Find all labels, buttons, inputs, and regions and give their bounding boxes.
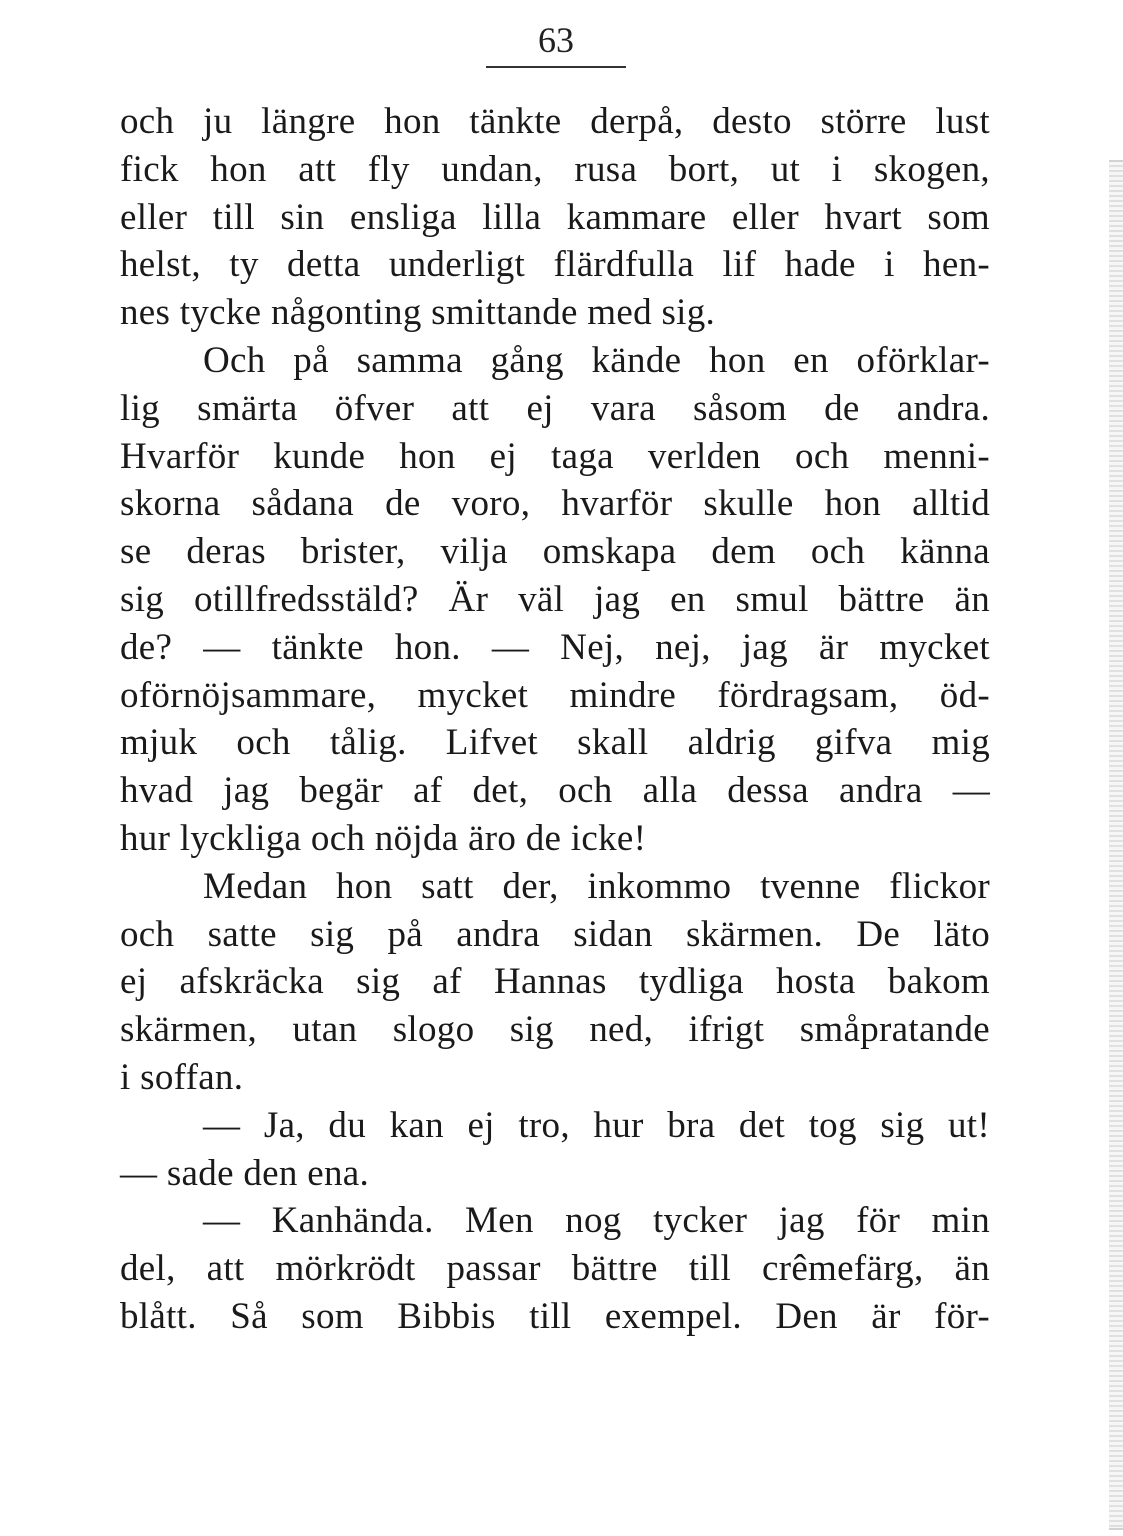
text-line: sig otillfredsstäld? Är väl jag en smul bättre än <box>120 578 990 620</box>
text-line: eller till sin ensliga lilla kammare eller hvart som <box>120 196 990 238</box>
page-edge-shading <box>1109 160 1123 1530</box>
text-line: de? — tänkte hon. — Nej, nej, jag är mycket <box>120 626 990 668</box>
text-line: blått. Så som Bibbis till exempel. Den är för- <box>120 1295 990 1337</box>
text-line: Hvarför kunde hon ej taga verlden och menni- <box>120 435 990 477</box>
text-line: lig smärta öfver att ej vara såsom de andra. <box>120 387 990 429</box>
text-line: del, att mörkrödt passar bättre till crêmefärg, än <box>120 1248 990 1290</box>
text-line: hur lyckliga och nöjda äro de icke! <box>120 817 647 859</box>
text-line: se deras brister, vilja omskapa dem och känna <box>120 531 990 573</box>
text-line: mjuk och tålig. Lifvet skall aldrig gifva mig <box>120 722 990 764</box>
text-line: — Ja, du kan ej tro, hur bra det tog sig ut! <box>203 1104 990 1146</box>
text-line: fick hon att fly undan, rusa bort, ut i skogen, <box>120 148 990 190</box>
text-line: Medan hon satt der, inkommo tvenne flickor <box>203 865 990 907</box>
text-line: skärmen, utan slogo sig ned, ifrigt småpratande <box>120 1009 990 1051</box>
text-line: helst, ty detta underligt flärdfulla lif hade i hen- <box>120 244 990 286</box>
text-line: i soffan. <box>120 1056 244 1098</box>
text-line: hvad jag begär af det, och alla dessa andra — <box>120 770 990 812</box>
text-line: ej afskräcka sig af Hannas tydliga hosta bakom <box>120 961 990 1003</box>
page-number-rule <box>486 66 626 68</box>
text-line: skorna sådana de voro, hvarför skulle hon alltid <box>120 483 990 525</box>
body-text <box>120 98 990 1341</box>
page-number: 63 <box>538 20 574 60</box>
text-line: och ju längre hon tänkte derpå, desto större lust <box>120 101 990 142</box>
text-line: och satte sig på andra sidan skärmen. De läto <box>120 913 990 955</box>
page-edge-mark-bottom <box>1109 1528 1123 1530</box>
text-line: — Kanhända. Men nog tycker jag för min <box>203 1200 990 1242</box>
text-line: nes tycke någonting smittande med sig. <box>120 292 716 334</box>
text-line: — sade den ena. <box>120 1152 370 1194</box>
text-line: oförnöjsammare, mycket mindre fördragsam, öd- <box>120 674 990 716</box>
text-line: Och på samma gång kände hon en oförklar- <box>203 339 990 381</box>
page-edge-mark <box>1109 160 1123 162</box>
